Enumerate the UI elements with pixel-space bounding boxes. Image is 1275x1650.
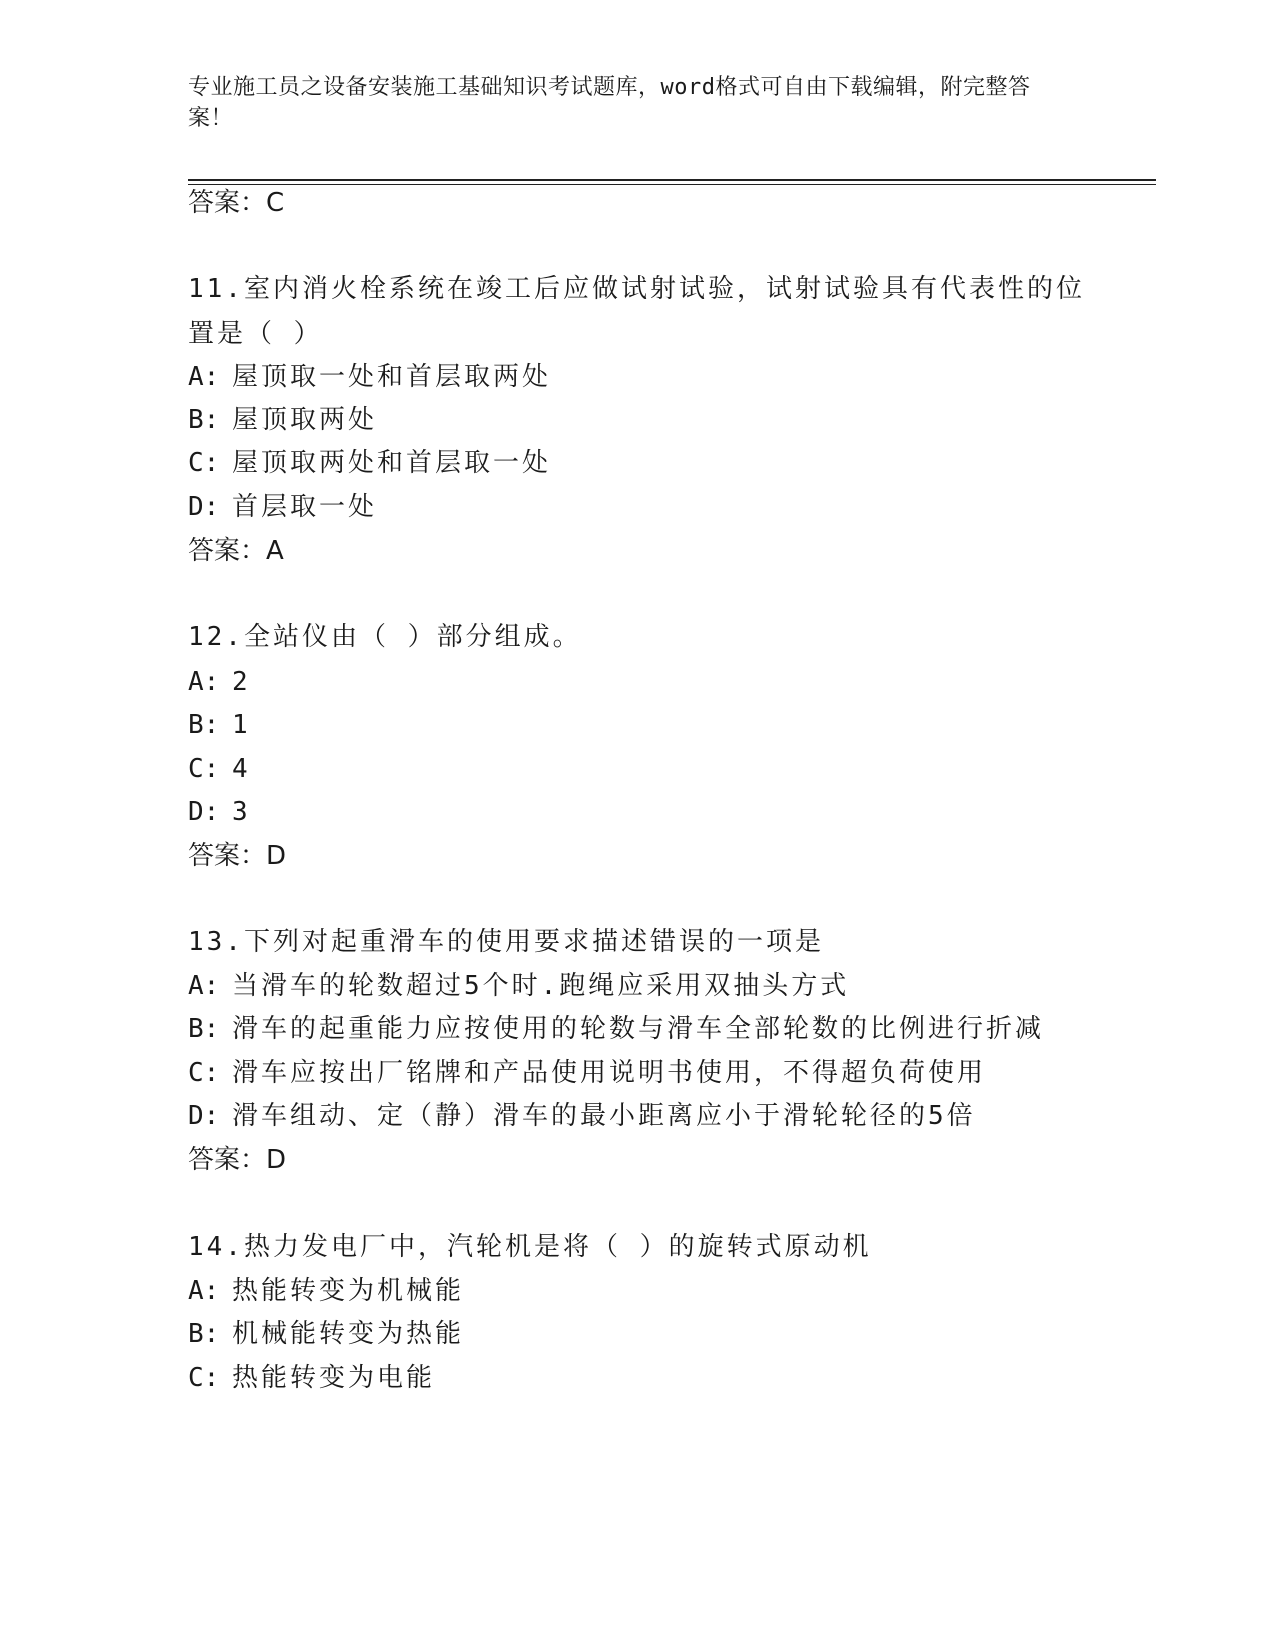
document-header: 专业施工员之设备安装施工基础知识考试题库，word格式可自由下载编辑，附完整答案！ (188, 75, 1031, 131)
question-11-answer: 答案：A (188, 536, 284, 566)
option-label: B: (188, 405, 220, 435)
question-11-option-d (188, 492, 377, 522)
option-label: D: (188, 492, 220, 522)
question-11-option-c (188, 448, 551, 478)
question-12-option-a (188, 667, 251, 697)
option-label: C: (188, 1363, 220, 1393)
option-text: 首层取一处 (232, 492, 378, 522)
question-12-option-b (188, 710, 251, 740)
option-text: 3 (232, 797, 251, 827)
option-text: 屋顶取一处和首层取两处 (232, 362, 552, 392)
option-text: 机械能转变为热能 (232, 1319, 465, 1349)
question-12-option-c (188, 754, 251, 784)
question-14-option-c (188, 1363, 435, 1393)
question-11-text: 11.室内消火栓系统在竣工后应做试射试验，试射试验具有代表性的位置是（ ） (188, 274, 1085, 349)
option-text: 4 (232, 754, 251, 784)
option-label: A: (188, 362, 220, 392)
question-12-option-d (188, 797, 251, 827)
question-13-option-d (188, 1101, 976, 1131)
header-divider-thin (188, 184, 1156, 185)
question-13-option-a (188, 971, 849, 1001)
option-label: B: (188, 710, 220, 740)
question-13-option-c (188, 1058, 986, 1088)
answer-previous: 答案：C (188, 188, 285, 218)
option-text: 屋顶取两处和首层取一处 (232, 448, 552, 478)
question-13-answer: 答案：D (188, 1145, 287, 1175)
question-11-option-b (188, 405, 377, 435)
option-label: C: (188, 754, 220, 784)
question-13-option-b (188, 1014, 1044, 1044)
question-14-option-b (188, 1319, 464, 1349)
option-text: 热能转变为机械能 (232, 1276, 465, 1306)
option-label: A: (188, 971, 220, 1001)
option-label: C: (188, 448, 220, 478)
question-11-option-a (188, 362, 551, 392)
header-divider-thick (188, 179, 1156, 181)
option-text: 当滑车的轮数超过5个时.跑绳应采用双抽头方式 (232, 971, 850, 1001)
question-14-text: 14.热力发电厂中，汽轮机是将（ ）的旋转式原动机 (188, 1232, 872, 1262)
option-text: 2 (232, 667, 251, 697)
option-text: 滑车组动、定（静）滑车的最小距离应小于滑轮轮径的5倍 (232, 1101, 976, 1131)
option-label: A: (188, 667, 220, 697)
option-label: A: (188, 1276, 220, 1306)
question-14-option-a (188, 1276, 464, 1306)
option-text: 滑车的起重能力应按使用的轮数与滑车全部轮数的比例进行折减 (232, 1014, 1045, 1044)
question-12-answer: 答案：D (188, 841, 287, 871)
option-label: B: (188, 1319, 220, 1349)
question-13-text: 13.下列对起重滑车的使用要求描述错误的一项是 (188, 927, 824, 957)
option-label: B: (188, 1014, 220, 1044)
option-label: C: (188, 1058, 220, 1088)
option-text: 1 (232, 710, 251, 740)
option-text: 滑车应按出厂铭牌和产品使用说明书使用，不得超负荷使用 (232, 1058, 987, 1088)
option-text: 热能转变为电能 (232, 1363, 436, 1393)
option-text: 屋顶取两处 (232, 405, 378, 435)
option-label: D: (188, 1101, 220, 1131)
option-label: D: (188, 797, 220, 827)
question-12-text: 12.全站仪由（ ）部分组成。 (188, 622, 582, 652)
